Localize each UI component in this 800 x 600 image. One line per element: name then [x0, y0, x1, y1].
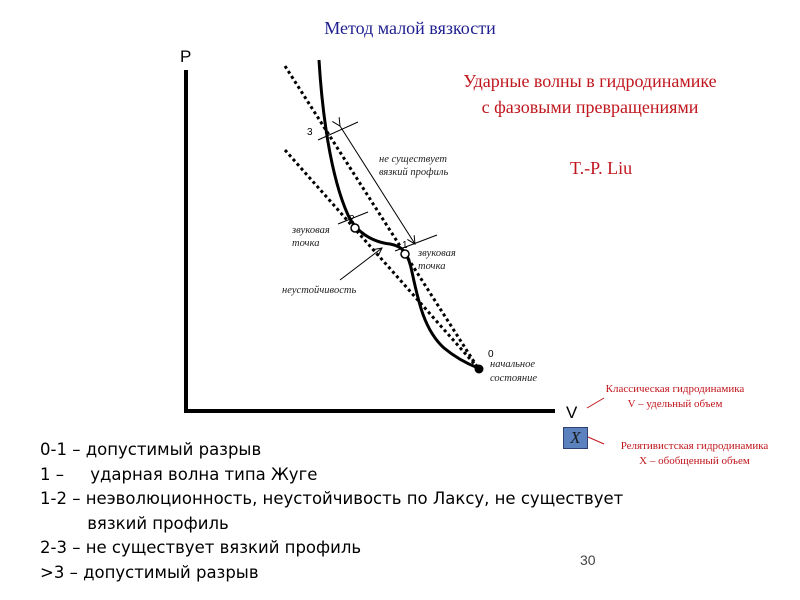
explanation-list — [40, 438, 623, 585]
no-profile-label-2: вязкий профиль — [379, 167, 449, 178]
point-0-marker — [475, 365, 484, 374]
rayleigh-line-lower — [285, 150, 478, 368]
red-title — [420, 68, 760, 120]
v-axis-label: V — [566, 403, 578, 422]
initial-state-1: начальное — [490, 359, 536, 370]
instability-label: неустойчивость — [282, 285, 357, 296]
p-axis-label: P — [180, 47, 192, 66]
list-item: 1-2 – неэволюционность, неустойчивость по Лаксу, не существует — [40, 489, 624, 508]
sonic-point-left-1: звуковая — [292, 225, 330, 236]
relativistic-note-line-2: X – обобщенный объем — [639, 455, 750, 467]
point-label-1: 1 — [402, 240, 408, 251]
point-label-3: 3 — [307, 127, 313, 138]
initial-state-2: состояние — [490, 373, 538, 384]
list-item: 2-3 – не существует вязкий профиль — [40, 538, 362, 557]
author: T.-P. Liu — [570, 158, 633, 178]
page-number: 30 — [580, 552, 596, 568]
slide-title: Метод малой вязкости — [324, 18, 496, 38]
sonic-point-right-1: звуковая — [418, 248, 456, 259]
instability-arrow — [340, 248, 382, 280]
point-label-2: 2 — [349, 214, 355, 225]
classical-note-line-1: Классическая гидродинамика — [605, 383, 745, 395]
classical-note — [600, 382, 750, 412]
point-1-marker — [401, 250, 409, 258]
red-title-line-1: Ударные волны в гидродинамике — [463, 71, 717, 91]
list-item: 1 – ударная волна типа Жуге — [40, 464, 318, 484]
relativistic-note — [602, 439, 787, 469]
list-item: 0-1 – допустимый разрыв — [40, 440, 262, 459]
classical-note-line-2: V – удельный объем — [627, 398, 723, 410]
no-profile-label-1: не существует — [379, 154, 448, 165]
red-title-line-2: с фазовыми превращениями — [481, 97, 699, 117]
x-symbol-box: X — [563, 427, 588, 449]
point-2-marker — [351, 224, 359, 232]
relativistic-note-line-1: Релятивистская гидродинамика — [620, 440, 769, 452]
list-item: >3 – допустимый разрыв — [40, 562, 259, 582]
point-label-0: 0 — [488, 349, 494, 360]
sonic-point-right-2: точка — [418, 261, 446, 272]
sonic-point-left-2: точка — [292, 238, 320, 249]
list-item: вязкий профиль — [40, 513, 229, 533]
